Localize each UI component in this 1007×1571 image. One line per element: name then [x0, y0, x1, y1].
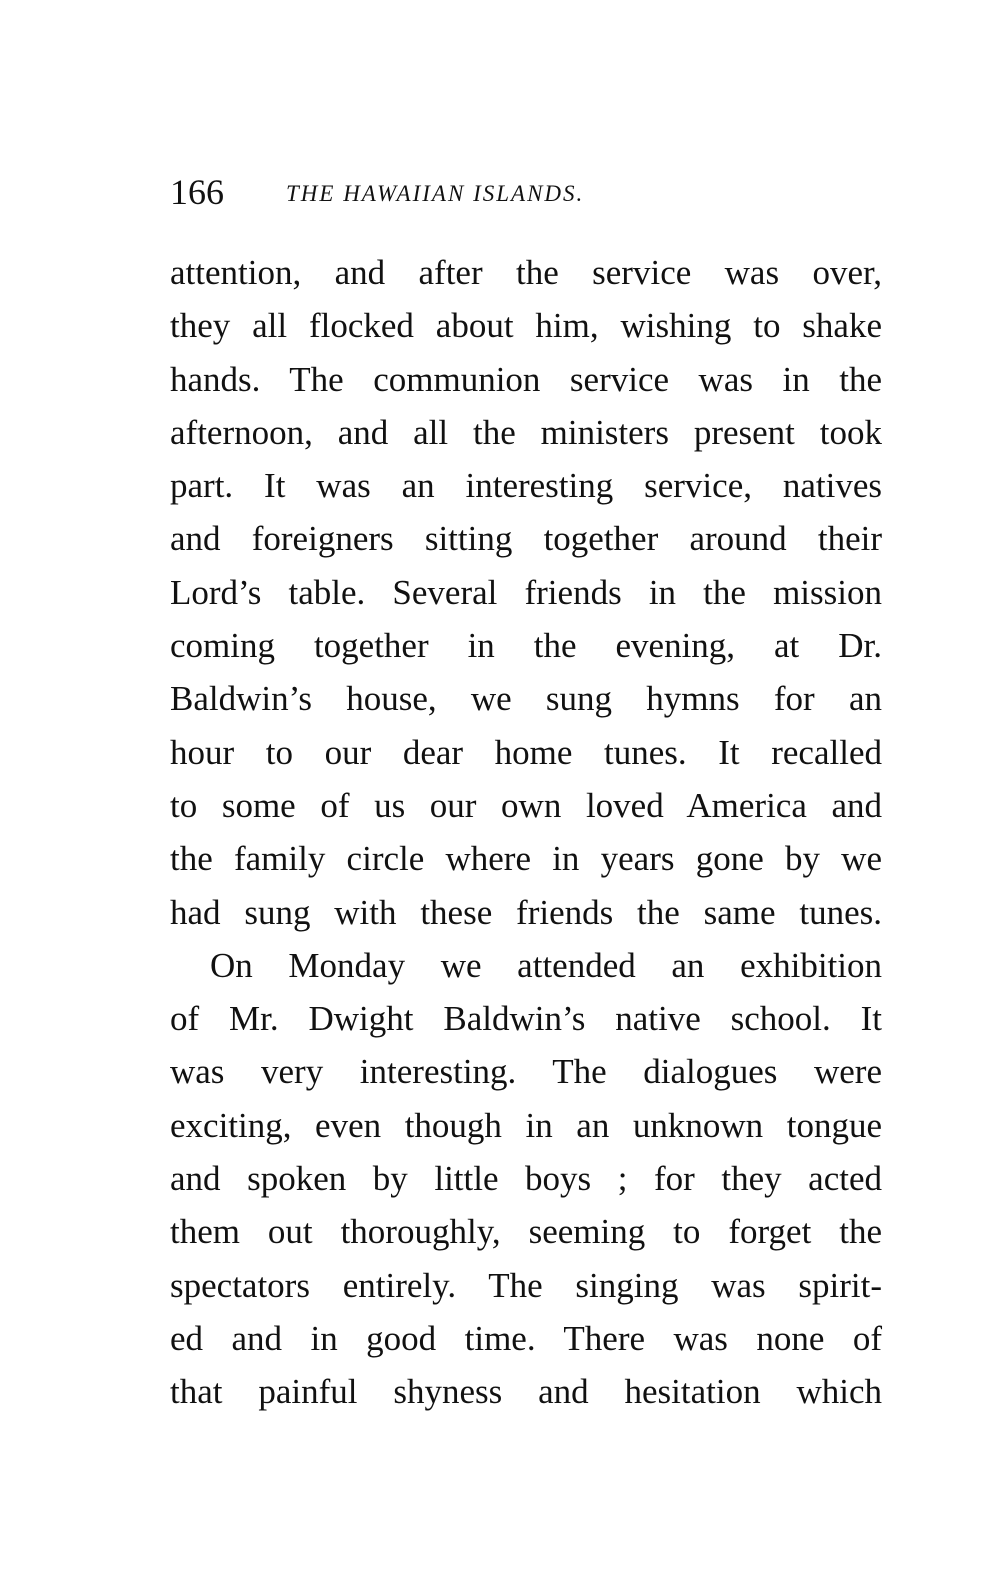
text-line: of Mr. Dwight Baldwin’s native school. It — [170, 999, 882, 1039]
text-line: Lord’s table. Several friends in the mission — [170, 572, 882, 612]
text-line: had sung with these friends the same tunes. — [170, 892, 882, 932]
text-line: exciting, even though in an unknown tongue — [170, 1105, 882, 1145]
text-line: the family circle where in years gone by we — [170, 839, 882, 879]
text-line: was very interesting. The dialogues were — [170, 1052, 882, 1092]
text-line: afternoon, and all the ministers present took — [170, 412, 882, 452]
text-line: hour to our dear home tunes. It recalled — [170, 732, 882, 772]
text-line: part. It was an interesting service, natives — [170, 466, 882, 506]
text-line: hands. The communion service was in the — [170, 359, 882, 399]
text-line: they all flocked about him, wishing to shake — [170, 306, 882, 346]
text-line: and spoken by little boys ; for they acted — [170, 1159, 882, 1199]
text-line: Baldwin’s house, we sung hymns for an — [170, 679, 882, 719]
text-line: and foreigners sitting together around their — [170, 519, 882, 559]
body-text — [170, 246, 882, 1419]
text-line: ed and in good time. There was none of — [170, 1318, 882, 1358]
text-line: coming together in the evening, at Dr. — [170, 626, 882, 666]
text-line: attention, and after the service was over, — [170, 253, 882, 292]
running-title: THE HAWAIIAN ISLANDS. — [286, 181, 585, 206]
text-line: to some of us our own loved America and — [170, 785, 882, 825]
text-line: that painful shyness and hesitation which — [170, 1372, 882, 1412]
page-header — [170, 170, 882, 220]
paragraph-start-line: On Monday we attended an exhibition — [210, 945, 882, 985]
text-line: spectators entirely. The singing was spirit- — [170, 1265, 882, 1305]
page-number: 166 — [170, 172, 224, 212]
text-line: them out thoroughly, seeming to forget the — [170, 1212, 882, 1252]
